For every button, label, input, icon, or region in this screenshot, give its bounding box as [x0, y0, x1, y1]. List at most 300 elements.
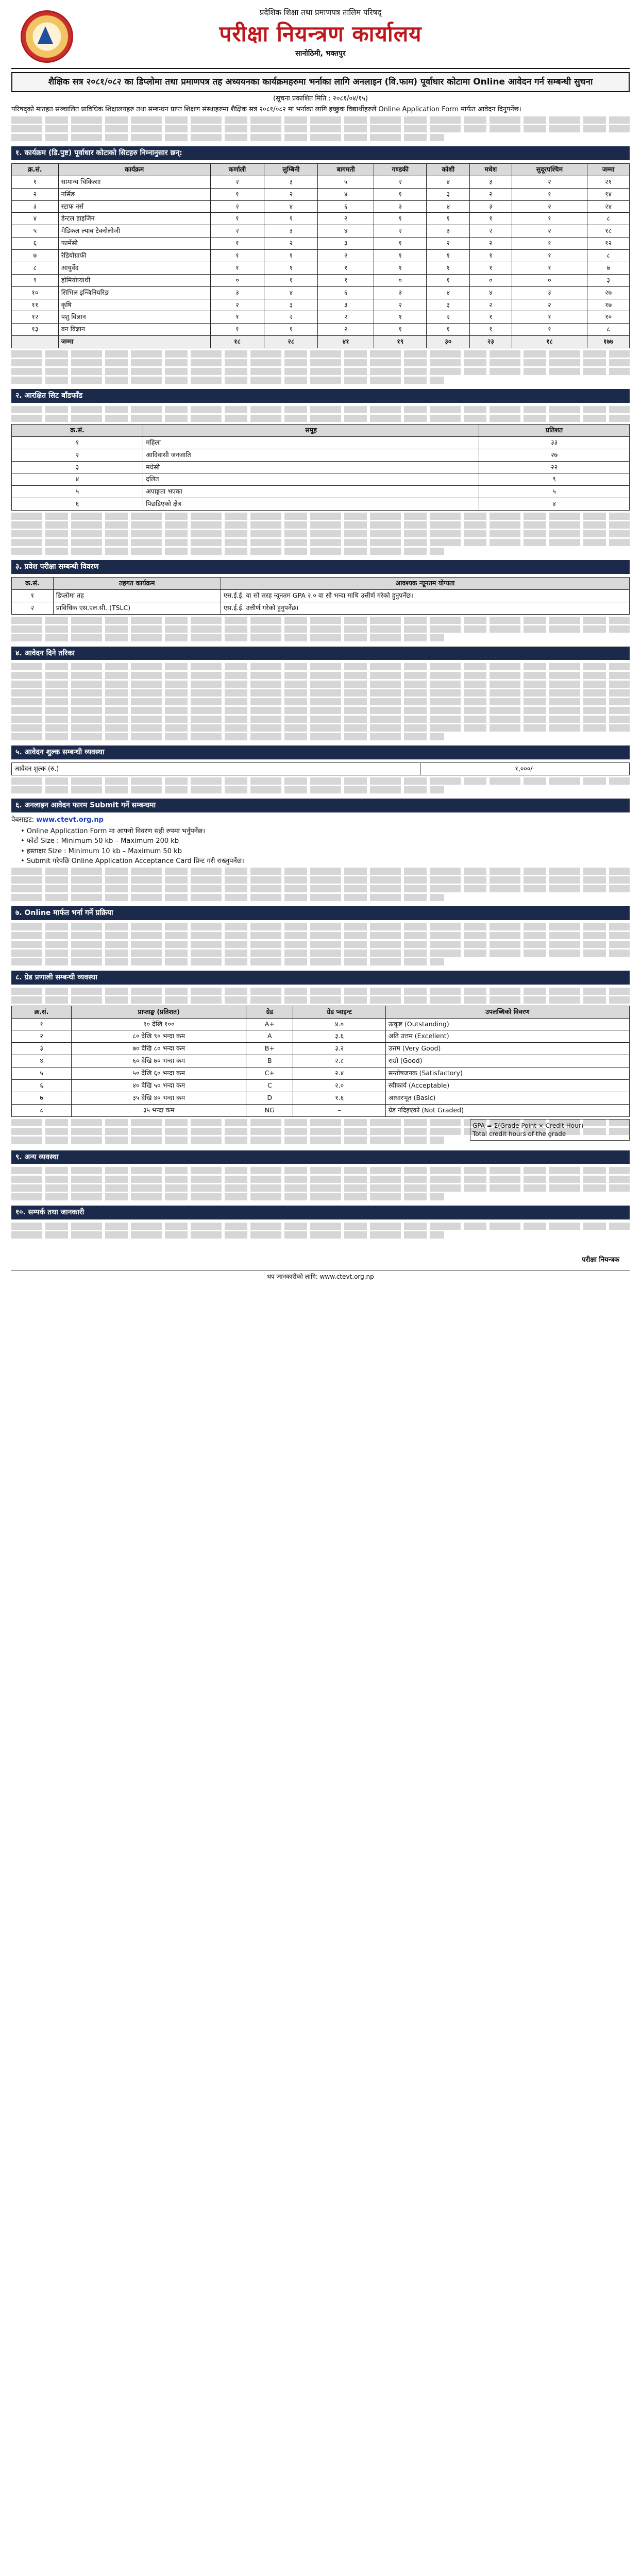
table-cell: १ [264, 250, 318, 262]
table-cell: ६ [318, 286, 374, 299]
table-cell: ३३ [479, 436, 630, 449]
table-cell: ७ [12, 250, 59, 262]
table-cell: १ [374, 324, 427, 336]
table-cell: १ [512, 213, 587, 225]
entrance-row [12, 602, 630, 614]
table-cell: ५ [12, 225, 59, 238]
table-cell: १ [427, 324, 470, 336]
section-1-heading: १. कार्यक्रम (डि.पुष्ट) पूर्वाधार कोटाको सिटहरु निम्नानुसार छन्: [11, 146, 630, 160]
table-cell: ६ [12, 238, 59, 250]
grade-row [12, 1018, 630, 1030]
table-cell: १ [427, 262, 470, 274]
table-cell: ८० देखि ९० भन्दा कम [72, 1030, 246, 1043]
header-title: परीक्षा नियन्त्रण कार्यालय [219, 21, 422, 47]
table-header: क्र.सं. [12, 424, 143, 436]
header-organization: प्रदेशिक शिक्षा तथा प्रमाणपत्र तालिम परिषद् [259, 8, 382, 17]
text-line [11, 923, 630, 930]
table-cell: १ [210, 188, 264, 200]
table-cell: ७० देखि ८० भन्दा कम [72, 1043, 246, 1055]
text-line [11, 125, 630, 132]
table-cell: १ [512, 188, 587, 200]
table-cell: १ [512, 311, 587, 324]
table-cell: ४ [427, 200, 470, 213]
text-line [11, 777, 630, 785]
text-line [11, 521, 630, 529]
table-cell: ४ [318, 225, 374, 238]
table-cell: ३ [12, 200, 59, 213]
table-cell: ३.६ [293, 1030, 386, 1043]
seat-row [12, 262, 630, 274]
table-cell: ३५ भन्दा कम [72, 1104, 246, 1116]
submit-point: • फोटो Size : Minimum 50 kb – Maximum 200 kb [21, 837, 179, 845]
footer: थप जानकारीको लागि: www.ctevt.org.np [11, 1270, 630, 1281]
table-cell: अपाङ्गता भएका [143, 486, 479, 498]
table-header: लुम्बिनी [264, 163, 318, 176]
table-cell: डिप्लोमा तह [53, 589, 221, 602]
table-cell: २ [210, 176, 264, 188]
header [11, 7, 630, 69]
table-cell: १३ [12, 324, 59, 336]
table-cell: २ [318, 324, 374, 336]
table-cell: फार्मेसी [58, 238, 210, 250]
text-line [11, 377, 444, 384]
text-line [11, 1184, 630, 1192]
table-cell: ४.० [293, 1018, 386, 1030]
table-cell: ४ [318, 188, 374, 200]
table-cell: पिछडिएको क्षेत्र [143, 498, 479, 511]
seat-row [12, 311, 630, 324]
table-cell: ४ [470, 286, 512, 299]
submit-point: • Submit गरेपछि Online Application Acceptance Card प्रिन्ट गरी राख्नुपर्नेछ। [21, 857, 244, 866]
reservation-row [12, 449, 630, 461]
table-cell: ३ [427, 225, 470, 238]
table-cell: १ [210, 213, 264, 225]
table-cell: ६ [12, 1079, 72, 1092]
table-header: कोशी [427, 163, 470, 176]
table-cell: २.४ [293, 1067, 386, 1080]
table-header: सुदूरपश्चिम [512, 163, 587, 176]
table-header: गण्डकी [374, 163, 427, 176]
table-header: आवश्यक न्यूनतम योग्यता [221, 577, 629, 589]
text-line [11, 1176, 630, 1183]
table-cell: ३ [512, 286, 587, 299]
table-cell: ९ [479, 473, 630, 486]
section-8-heading: ८. ग्रेड प्रणाली सम्बन्धी व्यवस्था [11, 971, 630, 985]
text-line [11, 625, 630, 633]
table-cell: २ [470, 225, 512, 238]
text-line [11, 786, 444, 793]
table-cell: १ [470, 324, 512, 336]
text-line [11, 894, 444, 901]
table-cell: २ [318, 250, 374, 262]
reservation-row [12, 498, 630, 511]
text-line [11, 988, 630, 995]
grade-row [12, 1043, 630, 1055]
text-line [11, 513, 630, 520]
table-cell: १ [318, 262, 374, 274]
table-cell: २ [470, 238, 512, 250]
table-cell: १ [512, 250, 587, 262]
table-cell: ग्रेड नदिइएको (Not Graded) [385, 1104, 629, 1116]
table-cell: १ [210, 238, 264, 250]
table-header: मधेश [470, 163, 512, 176]
text-line [11, 415, 630, 422]
seat-row [12, 188, 630, 200]
table-cell: ५ [12, 486, 143, 498]
table-cell: १ [12, 176, 59, 188]
fee-label: आवेदन शुल्क (रु.) [12, 763, 420, 775]
table-cell: A+ [246, 1018, 293, 1030]
text-line [11, 716, 630, 723]
table-cell: १ [427, 250, 470, 262]
table-cell: ० [374, 274, 427, 286]
submit-point: • हस्ताक्षर Size : Minimum 10 kb – Maximum 50 kb [21, 847, 182, 855]
table-cell: ० [210, 274, 264, 286]
table-cell: ९० देखि १०० [72, 1018, 246, 1030]
seat-row [12, 200, 630, 213]
table-cell: ५० देखि ६० भन्दा कम [72, 1067, 246, 1080]
table-cell: एस.ई.ई. वा सो सरह न्यूनतम GPA २.० वा सो भन्दा माथि उत्तीर्ण गरेको हुनुपर्नेछ। [221, 589, 629, 602]
table-cell: स्वीकार्य (Acceptable) [385, 1079, 629, 1092]
table-cell: एस.ई.ई. उत्तीर्ण गरेको हुनुपर्नेछ। [221, 602, 629, 614]
reservation-row [12, 436, 630, 449]
table-cell: २४ [587, 200, 630, 213]
text-line [11, 958, 444, 965]
website-line [11, 816, 630, 825]
table-cell: १ [374, 262, 427, 274]
text-line [11, 733, 444, 740]
table-cell: २१ [587, 176, 630, 188]
table-cell: ३ [374, 200, 427, 213]
total-cell: १८ [512, 336, 587, 348]
reservation-row [12, 461, 630, 473]
table-cell: ३ [12, 1043, 72, 1055]
table-cell: ३ [470, 176, 512, 188]
entrance-table [11, 577, 630, 615]
total-cell: १७७ [587, 336, 630, 348]
text-line [11, 1167, 630, 1174]
table-cell: ८ [12, 262, 59, 274]
table-cell: ३ [427, 299, 470, 311]
table-cell: डेन्टल हाइजिन [58, 213, 210, 225]
government-emblem-logo [21, 10, 73, 63]
table-cell: १८ [587, 225, 630, 238]
table-cell: २ [12, 449, 143, 461]
table-cell: २ [512, 225, 587, 238]
table-cell: ४ [264, 200, 318, 213]
table-cell: A [246, 1030, 293, 1043]
table-cell: ६० देखि ७० भन्दा कम [72, 1055, 246, 1067]
table-cell: आधारभूत (Basic) [385, 1092, 629, 1104]
fee-table [11, 762, 630, 775]
text-line [11, 530, 630, 537]
text-line [11, 539, 630, 546]
text-line [11, 724, 630, 732]
text-line [11, 996, 630, 1004]
table-cell: २ [470, 188, 512, 200]
seat-row [12, 238, 630, 250]
text-line [11, 941, 630, 948]
table-cell: ७ [12, 1092, 72, 1104]
table-cell: २ [427, 311, 470, 324]
table-cell: अति उत्तम (Excellent) [385, 1030, 629, 1043]
table-cell: ३ [374, 286, 427, 299]
table-cell: ४ [12, 473, 143, 486]
table-cell: ९ [12, 274, 59, 286]
text-line [11, 116, 630, 124]
text-line [11, 885, 630, 892]
table-cell: १ [374, 213, 427, 225]
notice-banner: शैक्षिक सत्र २०८१/०८२ का डिप्लोमा तथा प्रमाणपत्र तह अध्ययनका कार्यक्रमहरुमा भर्नाका लागि अनलाइन (वि.फाम) पूर्वाधार कोटामा Online आवेदन गर्न सम्बन्धी सुचना [11, 72, 630, 92]
header-address: सानोठिमी, भक्तपुर [295, 49, 346, 58]
seat-row [12, 299, 630, 311]
table-cell: २ [264, 311, 318, 324]
grade-row [12, 1055, 630, 1067]
table-cell: ८ [12, 1104, 72, 1116]
seat-row [12, 176, 630, 188]
grade-row [12, 1030, 630, 1043]
text-line [11, 707, 630, 714]
table-cell: २ [264, 188, 318, 200]
table-cell: १० [12, 286, 59, 299]
table-cell: १७ [587, 299, 630, 311]
table-cell: ३ [264, 225, 318, 238]
website-label: वेबसाइट: [11, 816, 35, 824]
table-cell: २ [210, 225, 264, 238]
table-cell: २ [512, 176, 587, 188]
table-header: क्र.सं. [12, 1006, 72, 1018]
table-header: क्र.सं. [12, 163, 59, 176]
table-cell: १२ [12, 311, 59, 324]
table-cell: C [246, 1079, 293, 1092]
text-line [11, 932, 630, 939]
reservation-table [11, 424, 630, 511]
table-cell: २ [210, 200, 264, 213]
table-cell: पशु विज्ञान [58, 311, 210, 324]
notice-date: (सूचना प्रकाशित मिति : २०८१/०४/१५) [273, 94, 368, 103]
table-cell: ३५ देखि ४० भन्दा कम [72, 1092, 246, 1104]
table-cell: १ [427, 274, 470, 286]
table-cell: राम्रो (Good) [385, 1055, 629, 1067]
table-cell: ६ [318, 200, 374, 213]
reservation-row [12, 473, 630, 486]
table-cell: २७ [587, 286, 630, 299]
table-header: समूह [143, 424, 479, 436]
signature: परीक्षा नियन्त्रक [582, 1256, 619, 1264]
grade-row [12, 1104, 630, 1116]
table-cell: ३ [12, 461, 143, 473]
table-cell: १ [470, 311, 512, 324]
text-line [11, 1231, 444, 1239]
section-3-heading: ३. प्रवेश परीक्षा सम्बन्धी विवरण [11, 560, 630, 574]
section-5-heading: ५. आवेदन शुल्क सम्बन्धी व्यवस्था [11, 745, 630, 759]
table-header: कार्यक्रम [58, 163, 210, 176]
text-line [11, 1223, 630, 1230]
table-cell: ८ [587, 250, 630, 262]
seat-row [12, 250, 630, 262]
table-cell: २.८ [293, 1055, 386, 1067]
grade-row [12, 1079, 630, 1092]
table-cell: १ [264, 213, 318, 225]
table-cell: ३ [587, 274, 630, 286]
table-cell: ३ [264, 176, 318, 188]
table-cell: २ [512, 299, 587, 311]
table-cell: २.० [293, 1079, 386, 1092]
table-cell: १२ [587, 238, 630, 250]
table-cell: १ [12, 589, 54, 602]
table-cell: ८ [587, 213, 630, 225]
table-cell: २ [427, 238, 470, 250]
table-cell: ३ [470, 200, 512, 213]
table-cell: सन्तोषजनक (Satisfactory) [385, 1067, 629, 1080]
submit-points [11, 827, 630, 866]
table-header: कर्णाली [210, 163, 264, 176]
text-line [11, 617, 630, 624]
table-cell: ५ [12, 1067, 72, 1080]
table-cell: ५ [479, 486, 630, 498]
table-cell: NG [246, 1104, 293, 1116]
table-cell: ४ [479, 498, 630, 511]
entrance-row [12, 589, 630, 602]
table-cell: ४ [427, 286, 470, 299]
table-cell: १ [470, 262, 512, 274]
table-cell: १ [210, 262, 264, 274]
table-header: तहगत कार्यक्रम [53, 577, 221, 589]
table-cell: स्टाफ नर्स [58, 200, 210, 213]
table-cell: B+ [246, 1043, 293, 1055]
text-line [11, 406, 630, 413]
table-cell: आदिवासी जनजाति [143, 449, 479, 461]
seat-row [12, 324, 630, 336]
table-cell: ० [470, 274, 512, 286]
table-cell: १ [374, 238, 427, 250]
table-cell: ३ [318, 238, 374, 250]
table-cell: ३ [318, 299, 374, 311]
website-link[interactable]: www.ctevt.org.np [36, 816, 104, 824]
table-cell: २ [374, 176, 427, 188]
total-cell: २८ [264, 336, 318, 348]
table-cell: ३ [264, 299, 318, 311]
table-cell: – [293, 1104, 386, 1116]
table-cell: ८ [587, 324, 630, 336]
table-cell: १ [264, 274, 318, 286]
table-cell: उत्कृष्ट (Outstanding) [385, 1018, 629, 1030]
text-line [11, 548, 444, 555]
table-cell: C+ [246, 1067, 293, 1080]
text-line [11, 689, 630, 697]
table-cell: १ [470, 250, 512, 262]
text-line [11, 698, 630, 705]
table-cell: २ [264, 238, 318, 250]
table-cell: होमियोप्याथी [58, 274, 210, 286]
table-cell: २ [12, 602, 54, 614]
table-cell: २ [12, 188, 59, 200]
section-4-heading: ४. आवेदन दिने तरिका [11, 647, 630, 660]
table-cell: २ [374, 299, 427, 311]
seat-row [12, 225, 630, 238]
text-line [11, 359, 630, 366]
total-cell [12, 336, 59, 348]
table-cell: ४ [264, 286, 318, 299]
table-cell: ३.२ [293, 1043, 386, 1055]
table-cell: B [246, 1055, 293, 1067]
total-cell: १८ [210, 336, 264, 348]
text-line [11, 681, 630, 688]
table-cell: १ [470, 213, 512, 225]
table-cell: १ [264, 262, 318, 274]
total-cell: १९ [374, 336, 427, 348]
table-header: उपलब्धिको विवरण [385, 1006, 629, 1018]
text-line [11, 1128, 630, 1135]
table-cell: १ [318, 274, 374, 286]
seat-row [12, 286, 630, 299]
table-cell: २ [318, 213, 374, 225]
total-cell: २३ [470, 336, 512, 348]
table-cell: प्राविधिक एस.एल.सी. (TSLC) [53, 602, 221, 614]
fee-value: १,०००/- [420, 763, 630, 775]
seat-row [12, 213, 630, 225]
table-cell: मेडिकल ल्याब टेक्नोलोजी [58, 225, 210, 238]
seat-row [12, 274, 630, 286]
table-header: बागमती [318, 163, 374, 176]
table-cell: रेडियोग्राफी [58, 250, 210, 262]
table-cell: २२ [479, 461, 630, 473]
text-line [11, 368, 630, 375]
reservation-row [12, 486, 630, 498]
table-cell: १ [512, 238, 587, 250]
text-line [11, 1137, 444, 1144]
table-cell: १ [427, 213, 470, 225]
gpa-note-1: GPA = Σ(Grade Point × Credit Hour) [473, 1122, 584, 1129]
total-cell: ४१ [318, 336, 374, 348]
total-row [12, 336, 630, 348]
table-cell: ५ [318, 176, 374, 188]
table-cell: १ [264, 324, 318, 336]
text-line [11, 134, 444, 141]
text-line [11, 634, 444, 641]
table-cell: वन विज्ञान [58, 324, 210, 336]
table-cell: १ [512, 262, 587, 274]
table-cell: ४० देखि ५० भन्दा कम [72, 1079, 246, 1092]
table-cell: २ [512, 200, 587, 213]
table-cell: १ [210, 250, 264, 262]
grade-row [12, 1092, 630, 1104]
grade-table [11, 1006, 630, 1117]
table-header: ग्रेड प्वाइन्ट [293, 1006, 386, 1018]
table-cell: १४ [587, 188, 630, 200]
text-line [11, 672, 630, 679]
table-cell: सामान्य चिकित्सा [58, 176, 210, 188]
table-cell: दलित [143, 473, 479, 486]
table-cell: १.६ [293, 1092, 386, 1104]
table-cell: ३ [210, 286, 264, 299]
table-cell: आयुर्वेद [58, 262, 210, 274]
section-2-heading: २. आरक्षित सिट बाँडफाँड [11, 389, 630, 403]
text-line [11, 1193, 444, 1200]
table-cell: २ [12, 1030, 72, 1043]
table-cell: ४ [12, 213, 59, 225]
table-cell: १ [12, 436, 143, 449]
table-header: प्राप्ताङ्क (प्रतिशत) [72, 1006, 246, 1018]
table-header: जम्मा [587, 163, 630, 176]
table-cell: ४ [12, 1055, 72, 1067]
table-cell: ३ [427, 188, 470, 200]
table-cell: कृषि [58, 299, 210, 311]
text-line [11, 950, 630, 957]
total-cell: जम्मा [58, 336, 210, 348]
text-line [11, 1119, 630, 1126]
intro-text: परिषद्को मातहत सञ्चालित प्राविधिक शिक्षालयहरु तथा सम्बन्धन प्राप्त शिक्षण संस्थाहरुमा शैक्षिक सत्र २०८१/०८२ मा भर्नाका लागि इच्छुक विद्यार्थीहरुले Online Application Form मार्फत आवेदन दिनुपर्नेछ। [11, 106, 521, 114]
